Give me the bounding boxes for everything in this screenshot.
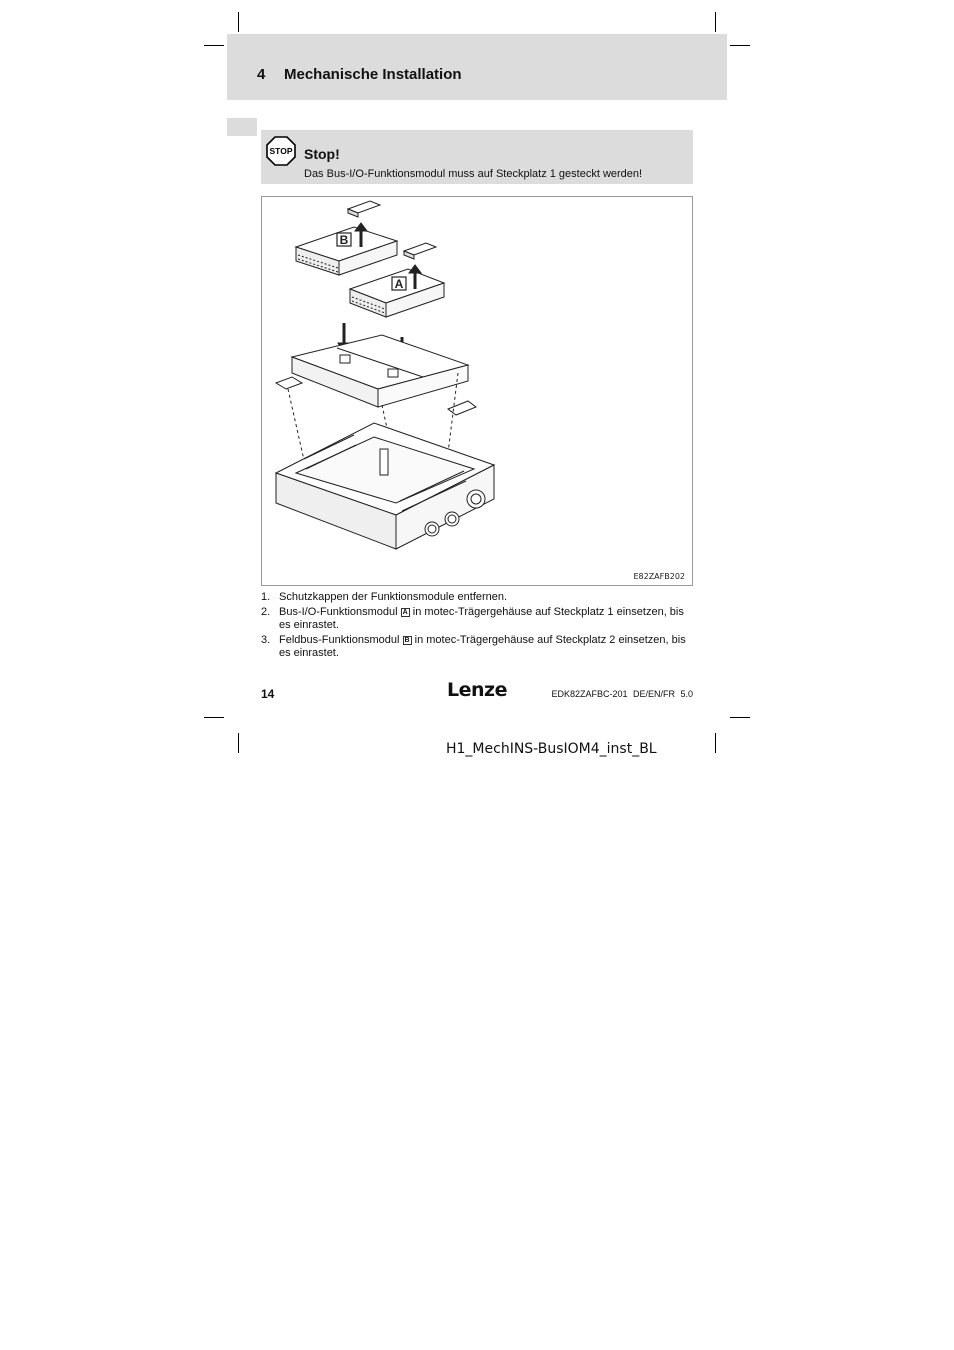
stop-sign-label: STOP: [269, 146, 293, 156]
file-name: H1_MechINS-BusIOM4_inst_BL: [446, 741, 657, 757]
crop-mark: [730, 45, 750, 46]
margin-tab: [227, 118, 257, 136]
page-number: 14: [261, 687, 275, 701]
lenze-logo: Lenze: [447, 679, 507, 701]
crop-mark: [238, 12, 239, 32]
label-a: A: [394, 277, 404, 291]
list-item: [261, 606, 693, 632]
step-number: 1.: [261, 591, 271, 603]
document-id: EDK82ZAFBC-201 DE/EN/FR 5.0: [551, 689, 693, 699]
stop-text: Das Bus-I/O-Funktionsmodul muss auf Steckplatz 1 gesteckt werden!: [304, 168, 643, 180]
list-item: [261, 634, 693, 660]
stop-notice: [261, 130, 693, 184]
stop-sign-icon: [266, 136, 296, 166]
housing: [276, 423, 494, 549]
section-title: Mechanische Installation: [284, 66, 462, 83]
crop-mark: [730, 717, 750, 718]
carrier-plate: [276, 335, 476, 415]
step-text-after: in motec-Trägergehäuse auf Steckplatz 2 einsetzen, bis es einrastet.: [279, 634, 686, 659]
module-b: [296, 201, 397, 275]
exploded-view-drawing: [262, 197, 692, 585]
installation-figure: [261, 196, 693, 586]
crop-mark: [715, 733, 716, 753]
step-number: 3.: [261, 634, 271, 646]
crop-mark: [204, 717, 224, 718]
instruction-list: [261, 591, 693, 662]
marker-b: B: [404, 637, 410, 644]
crop-mark: [715, 12, 716, 32]
step-text-before: Bus-I/O-Funktionsmodul: [279, 606, 398, 618]
marker-a: A: [402, 609, 408, 616]
list-item: [261, 591, 693, 604]
crop-mark: [238, 733, 239, 753]
label-b: B: [339, 233, 349, 247]
section-header: [227, 34, 727, 100]
step-number: 2.: [261, 606, 271, 618]
step-text-before: Feldbus-Funktionsmodul: [279, 634, 400, 646]
step-text-after: in motec-Trägergehäuse auf Steckplatz 1 einsetzen, bis es einrastet.: [279, 606, 684, 631]
section-number: 4: [257, 66, 266, 83]
stop-title: Stop!: [304, 146, 340, 162]
step-text: Schutzkappen der Funktionsmodule entfernen.: [279, 591, 508, 603]
figure-code: E82ZAFB202: [633, 572, 685, 581]
crop-mark: [204, 45, 224, 46]
